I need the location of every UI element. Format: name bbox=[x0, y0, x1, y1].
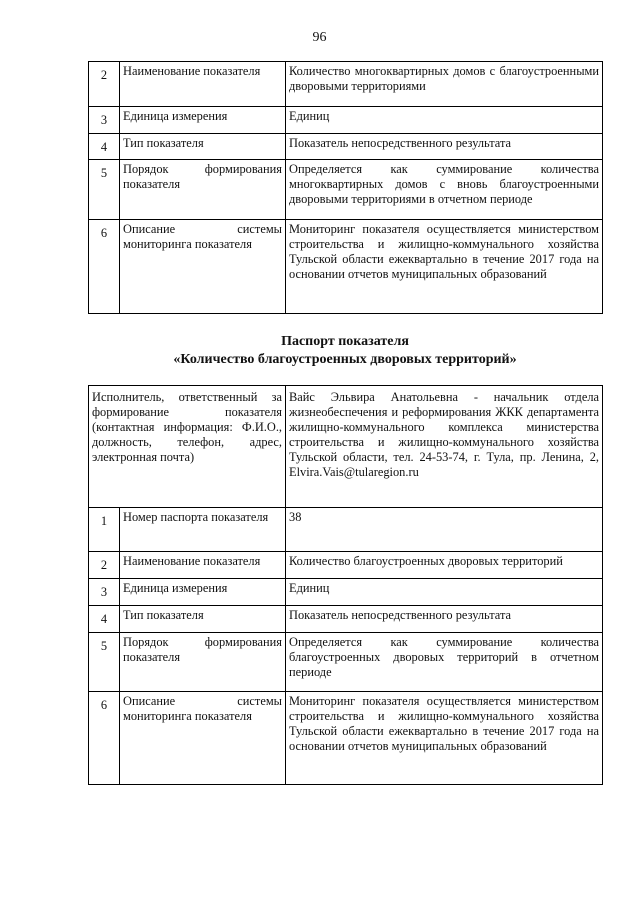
row-value: Мониторинг показателя осуществляется министерством строительства и жилищно-коммунального хозяйства Тульской области ежеквартально в течение 2017 года на основании отчетов муниципальных образований bbox=[286, 692, 603, 785]
executor-value: Вайс Эльвира Анатольевна - начальник отдела жизнеобеспечения и реформирования ЖКК департамента жилищно-коммунального комплекса министерства строительства и жилищно-коммунального хозяйства Тульской области, тел. 24-53-74, г. Тула, пр. Ленина, 2, Elvira.Vais@tularegion.ru bbox=[286, 386, 603, 508]
row-number: 5 bbox=[89, 160, 120, 220]
row-value: Единиц bbox=[286, 579, 603, 606]
row-value: Количество многоквартирных домов с благоустроенными дворовыми территориями bbox=[286, 62, 603, 107]
row-value: Определяется как суммирование количества многоквартирных домов с вновь благоустроенными дворовыми территориями в отчетном периоде bbox=[286, 160, 603, 220]
row-label: Наименование показателя bbox=[120, 62, 286, 107]
row-number: 6 bbox=[89, 220, 120, 314]
row-label: Описание системы мониторинга показателя bbox=[120, 220, 286, 314]
row-label: Наименование показателя bbox=[120, 552, 286, 579]
row-number: 6 bbox=[89, 692, 120, 785]
row-label: Тип показателя bbox=[120, 134, 286, 160]
row-number: 4 bbox=[89, 134, 120, 160]
row-label: Номер паспорта показателя bbox=[120, 508, 286, 552]
table-row bbox=[89, 62, 603, 107]
row-value: Определяется как суммирование количества благоустроенных дворовых территорий в отчетном периоде bbox=[286, 633, 603, 692]
passport-title: Паспорт показателя bbox=[281, 334, 409, 349]
row-label: Порядок формирования показателя bbox=[120, 160, 286, 220]
table-row bbox=[89, 552, 603, 579]
indicator-passport-table bbox=[88, 385, 603, 785]
executor-label: Исполнитель, ответственный за формирование показателя (контактная информация: Ф.И.О., должность, телефон, адрес, электронная почта) bbox=[89, 386, 286, 508]
table-row bbox=[89, 633, 603, 692]
table-row bbox=[89, 606, 603, 633]
table-row bbox=[89, 579, 603, 606]
row-label: Тип показателя bbox=[120, 606, 286, 633]
row-value: Показатель непосредственного результата bbox=[286, 134, 603, 160]
row-number: 5 bbox=[89, 633, 120, 692]
row-number: 2 bbox=[89, 62, 120, 107]
indicator-table-1 bbox=[88, 61, 603, 314]
row-value: Количество благоустроенных дворовых территорий bbox=[286, 552, 603, 579]
row-value: Показатель непосредственного результата bbox=[286, 606, 603, 633]
row-label: Единица измерения bbox=[120, 107, 286, 134]
page-number: 96 bbox=[312, 30, 327, 45]
passport-subtitle: «Количество благоустроенных дворовых территорий» bbox=[173, 352, 517, 367]
row-number: 4 bbox=[89, 606, 120, 633]
table-row bbox=[89, 134, 603, 160]
table-row bbox=[89, 692, 603, 785]
row-label: Единица измерения bbox=[120, 579, 286, 606]
row-number: 3 bbox=[89, 107, 120, 134]
table-row bbox=[89, 220, 603, 314]
row-number: 2 bbox=[89, 552, 120, 579]
executor-row bbox=[89, 386, 603, 508]
row-label: Порядок формирования показателя bbox=[120, 633, 286, 692]
row-value: 38 bbox=[286, 508, 603, 552]
row-number: 1 bbox=[89, 508, 120, 552]
row-value: Мониторинг показателя осуществляется министерством строительства и жилищно-коммунального хозяйства Тульской области ежеквартально в течение 2017 года на основании отчетов муниципальных образований bbox=[286, 220, 603, 314]
row-number: 3 bbox=[89, 579, 120, 606]
row-value: Единиц bbox=[286, 107, 603, 134]
table-row bbox=[89, 160, 603, 220]
table-row bbox=[89, 508, 603, 552]
table-row bbox=[89, 107, 603, 134]
row-label: Описание системы мониторинга показателя bbox=[120, 692, 286, 785]
